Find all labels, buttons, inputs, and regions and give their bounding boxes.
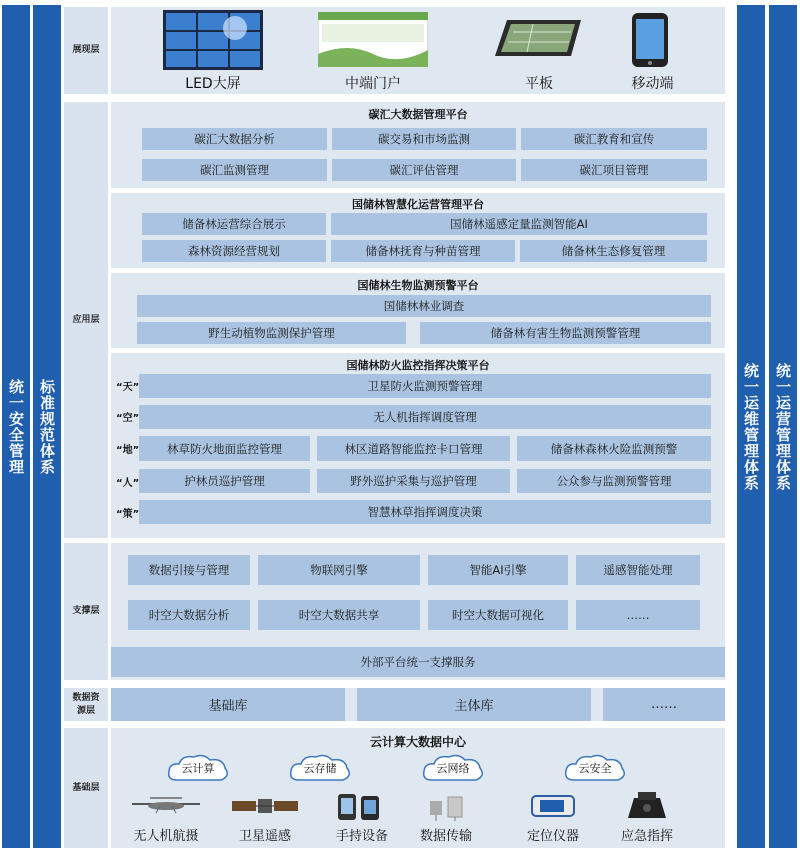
security-management-bar (2, 5, 30, 848)
device-tablet: 平板 (525, 76, 553, 92)
ops-maintenance-label: 统一运维管理体系 (742, 362, 760, 491)
positioning-device-icon (530, 794, 576, 818)
support-box: 时空大数据分析 (128, 600, 250, 630)
device-emergency: 应急指挥 (620, 829, 673, 844)
fire-box: 储备林森林火险监测预警 (517, 436, 711, 461)
support-box: 智能AI引擎 (428, 555, 568, 585)
fire-box: 野外巡护采集与巡护管理 (317, 469, 510, 493)
bio-box: 野生动植物监测保护管理 (137, 322, 406, 344)
layer-label-display: 展现层 (64, 7, 108, 94)
carbon-box: 碳汇评估管理 (332, 159, 516, 181)
smart-platform-title: 国储林智慧化运营管理平台 (352, 198, 484, 211)
carbon-platform-title: 碳汇大数据管理平台 (368, 108, 468, 121)
support-box: 物联网引擎 (258, 555, 420, 585)
device-led: LED大屏 (185, 76, 241, 92)
handheld-device-icon (336, 792, 382, 820)
led-screen-icon (163, 10, 263, 70)
smart-box: 储备林抚育与种苗管理 (331, 240, 515, 262)
ops-maintenance-bar (737, 5, 765, 848)
smart-box: 储备林运营综合展示 (142, 213, 326, 235)
fire-tag-ce: “策” (116, 509, 140, 520)
cloud-storage-label: 云存储 (303, 762, 337, 775)
carbon-box: 碳汇监测管理 (142, 159, 327, 181)
smart-box: 国储林遥感定量监测智能AI (331, 213, 707, 235)
fire-box: 公众参与监测预警管理 (517, 469, 711, 493)
support-box: 时空大数据共享 (258, 600, 420, 630)
support-box: 数据引接与管理 (128, 555, 250, 585)
layer-label-support: 支撑层 (64, 543, 108, 680)
fire-box: 护林员巡护管理 (139, 469, 310, 493)
fire-box: 林区道路智能监控卡口管理 (317, 436, 510, 461)
cloud-network-label: 云网络 (436, 762, 470, 775)
cloud-security-label: 云安全 (578, 762, 612, 775)
bio-box: 储备林有害生物监测预警管理 (420, 322, 711, 344)
device-portal: 中端门户 (345, 76, 401, 92)
mobile-icon (630, 11, 670, 69)
operations-bar (769, 5, 797, 848)
device-positioning: 定位仪器 (526, 829, 579, 844)
drone-icon (130, 794, 202, 814)
bio-platform-title: 国储林生物监测预警平台 (357, 279, 479, 292)
carbon-box: 碳汇教育和宣传 (521, 128, 707, 150)
device-drone: 无人机航摄 (133, 829, 199, 844)
portal-icon (318, 12, 428, 67)
data-box-subject: 主体库 (357, 688, 591, 721)
layer-label-data-resource: 数据资源层 (64, 688, 108, 721)
carbon-box: 碳汇大数据分析 (142, 128, 327, 150)
fire-tag-di: “地” (116, 445, 140, 456)
standards-bar (33, 5, 61, 848)
standards-label: 标准规范体系 (38, 378, 56, 475)
device-handheld: 手持设备 (335, 829, 388, 844)
fire-platform-title: 国储林防火监控指挥决策平台 (346, 359, 490, 372)
bio-box: 国储林林业调查 (137, 295, 711, 317)
data-box-more: …… (603, 688, 725, 721)
fire-box: 卫星防火监测预警管理 (139, 374, 711, 398)
support-box: …… (576, 600, 700, 630)
tablet-icon (493, 18, 585, 58)
smart-box: 森林资源经营规划 (142, 240, 326, 262)
fire-tag-kong: “空” (116, 413, 140, 424)
satellite-icon (232, 795, 298, 817)
external-support-bar: 外部平台统一支撑服务 (111, 647, 725, 677)
data-box-basic: 基础库 (111, 688, 345, 721)
device-transmission: 数据传输 (419, 829, 472, 844)
device-satellite: 卫星遥感 (238, 829, 291, 844)
support-box: 遥感智能处理 (576, 555, 700, 585)
data-transmission-icon (426, 795, 466, 821)
layer-label-application: 应用层 (64, 102, 108, 538)
carbon-box: 碳汇项目管理 (521, 159, 707, 181)
device-mobile: 移动端 (631, 76, 674, 92)
cloud-compute-label: 云计算 (181, 762, 215, 775)
smart-box: 储备林生态修复管理 (520, 240, 707, 262)
carbon-box: 碳交易和市场监测 (332, 128, 516, 150)
security-management-label: 统一安全管理 (7, 378, 25, 475)
layer-label-base: 基础层 (64, 728, 108, 848)
fire-box: 无人机指挥调度管理 (139, 405, 711, 429)
fire-tag-ren: “人” (116, 478, 140, 489)
fire-box: 林草防火地面监控管理 (139, 436, 310, 461)
emergency-command-icon (622, 790, 672, 820)
fire-tag-tian: “天” (116, 382, 140, 393)
fire-box: 智慧林草指挥调度决策 (139, 500, 711, 524)
support-box: 时空大数据可视化 (428, 600, 568, 630)
base-title: 云计算大数据中心 (369, 735, 466, 749)
operations-label: 统一运营管理体系 (774, 362, 792, 491)
